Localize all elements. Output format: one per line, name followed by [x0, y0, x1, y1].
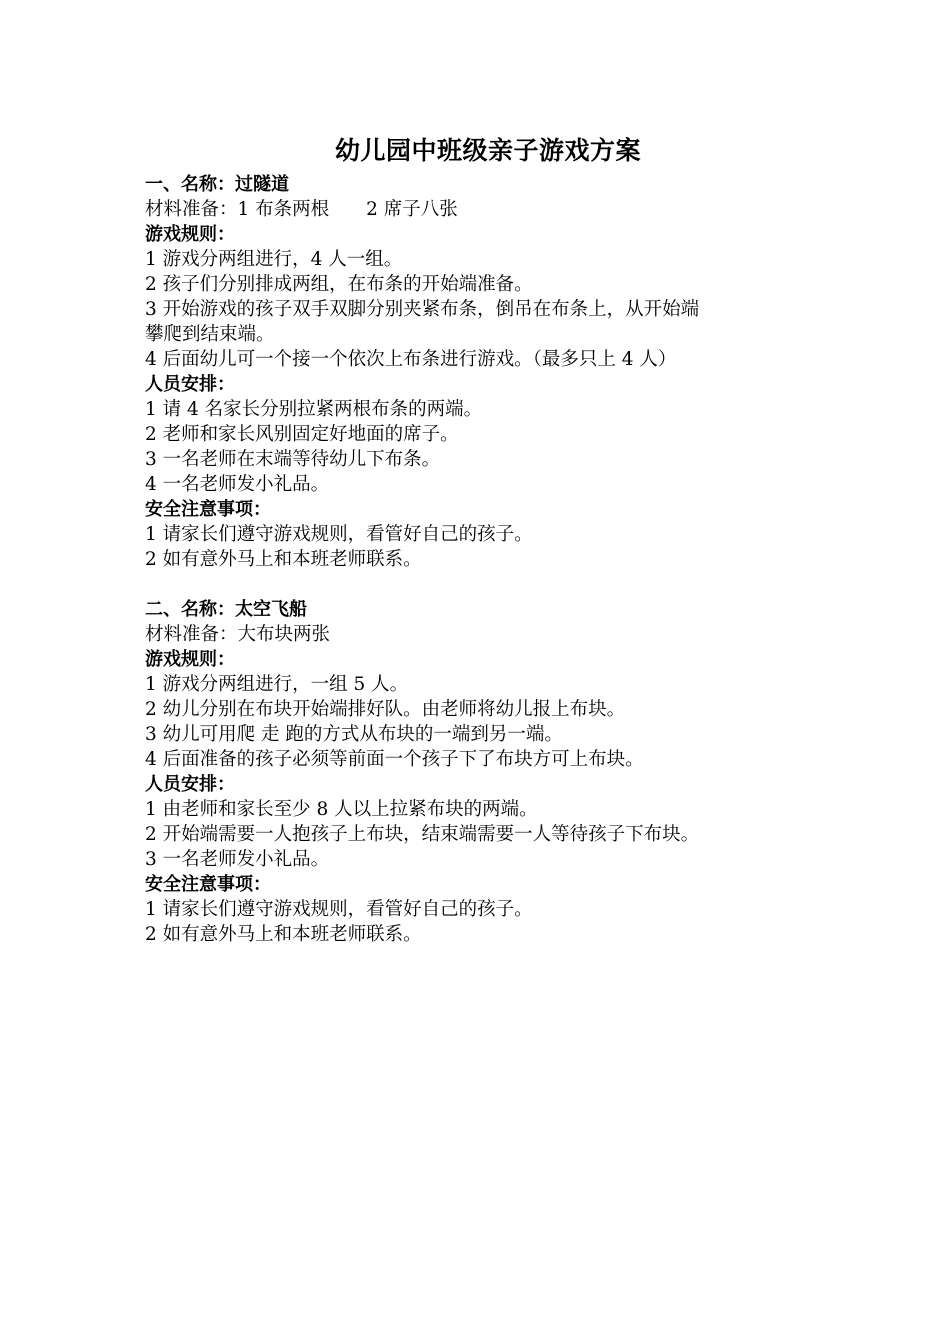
rule-item: 4 后面幼儿可一个接一个依次上布条进行游戏。（最多只上 4 人） [145, 349, 677, 370]
rule-item: 2 孩子们分别排成两组，在布条的开始端准备。 [145, 274, 533, 295]
safety-item: 1 请家长们遵守游戏规则，看管好自己的孩子。 [145, 899, 533, 920]
safety-item: 2 如有意外马上和本班老师联系。 [145, 924, 422, 945]
safety-heading: 安全注意事项： [145, 874, 271, 895]
safety-item: 1 请家长们遵守游戏规则，看管好自己的孩子。 [145, 524, 533, 545]
rule-item: 2 幼儿分别在布块开始端排好队。由老师将幼儿报上布块。 [145, 699, 626, 720]
section-spaceship [145, 597, 845, 947]
rule-item: 3 开始游戏的孩子双手双脚分别夹紧布条，倒吊在布条上，从开始端 [145, 299, 700, 320]
section-heading: 二、名称：太空飞船 [145, 599, 307, 620]
rule-item: 4 后面准备的孩子必须等前面一个孩子下了布块方可上布块。 [145, 749, 644, 770]
staff-item: 1 请 4 名家长分别拉紧两根布条的两端。 [145, 399, 483, 420]
safety-item: 2 如有意外马上和本班老师联系。 [145, 549, 422, 570]
document-title: 幼儿园中班级亲子游戏方案 [334, 136, 641, 165]
staff-item: 4 一名老师发小礼品。 [145, 474, 330, 495]
rule-item-continuation: 攀爬到结束端。 [145, 324, 275, 345]
materials-line: 材料准备：大布块两张 [145, 624, 331, 645]
rule-item: 1 游戏分两组进行，一组 5 人。 [145, 674, 409, 695]
section-heading: 一、名称：过隧道 [145, 174, 289, 195]
rules-heading: 游戏规则： [145, 224, 235, 245]
document-body [145, 172, 845, 947]
materials-line: 材料准备：1 布条两根 2 席子八张 [145, 199, 458, 220]
staff-item: 3 一名老师发小礼品。 [145, 849, 330, 870]
staff-heading: 人员安排： [145, 774, 235, 795]
staff-item: 3 一名老师在末端等待幼儿下布条。 [145, 449, 441, 470]
section-spacer [145, 572, 845, 597]
staff-heading: 人员安排： [145, 374, 235, 395]
safety-heading: 安全注意事项： [145, 499, 271, 520]
rule-item: 3 幼儿可用爬 走 跑的方式从布块的一端到另一端。 [145, 724, 563, 745]
staff-item: 1 由老师和家长至少 8 人以上拉紧布块的两端。 [145, 799, 538, 820]
staff-item: 2 老师和家长风别固定好地面的席子。 [145, 424, 459, 445]
rule-item: 1 游戏分两组进行，4 人一组。 [145, 249, 403, 270]
staff-item: 2 开始端需要一人抱孩子上布块，结束端需要一人等待孩子下布块。 [145, 824, 700, 845]
section-tunnel [145, 172, 845, 572]
rules-heading: 游戏规则： [145, 649, 235, 670]
